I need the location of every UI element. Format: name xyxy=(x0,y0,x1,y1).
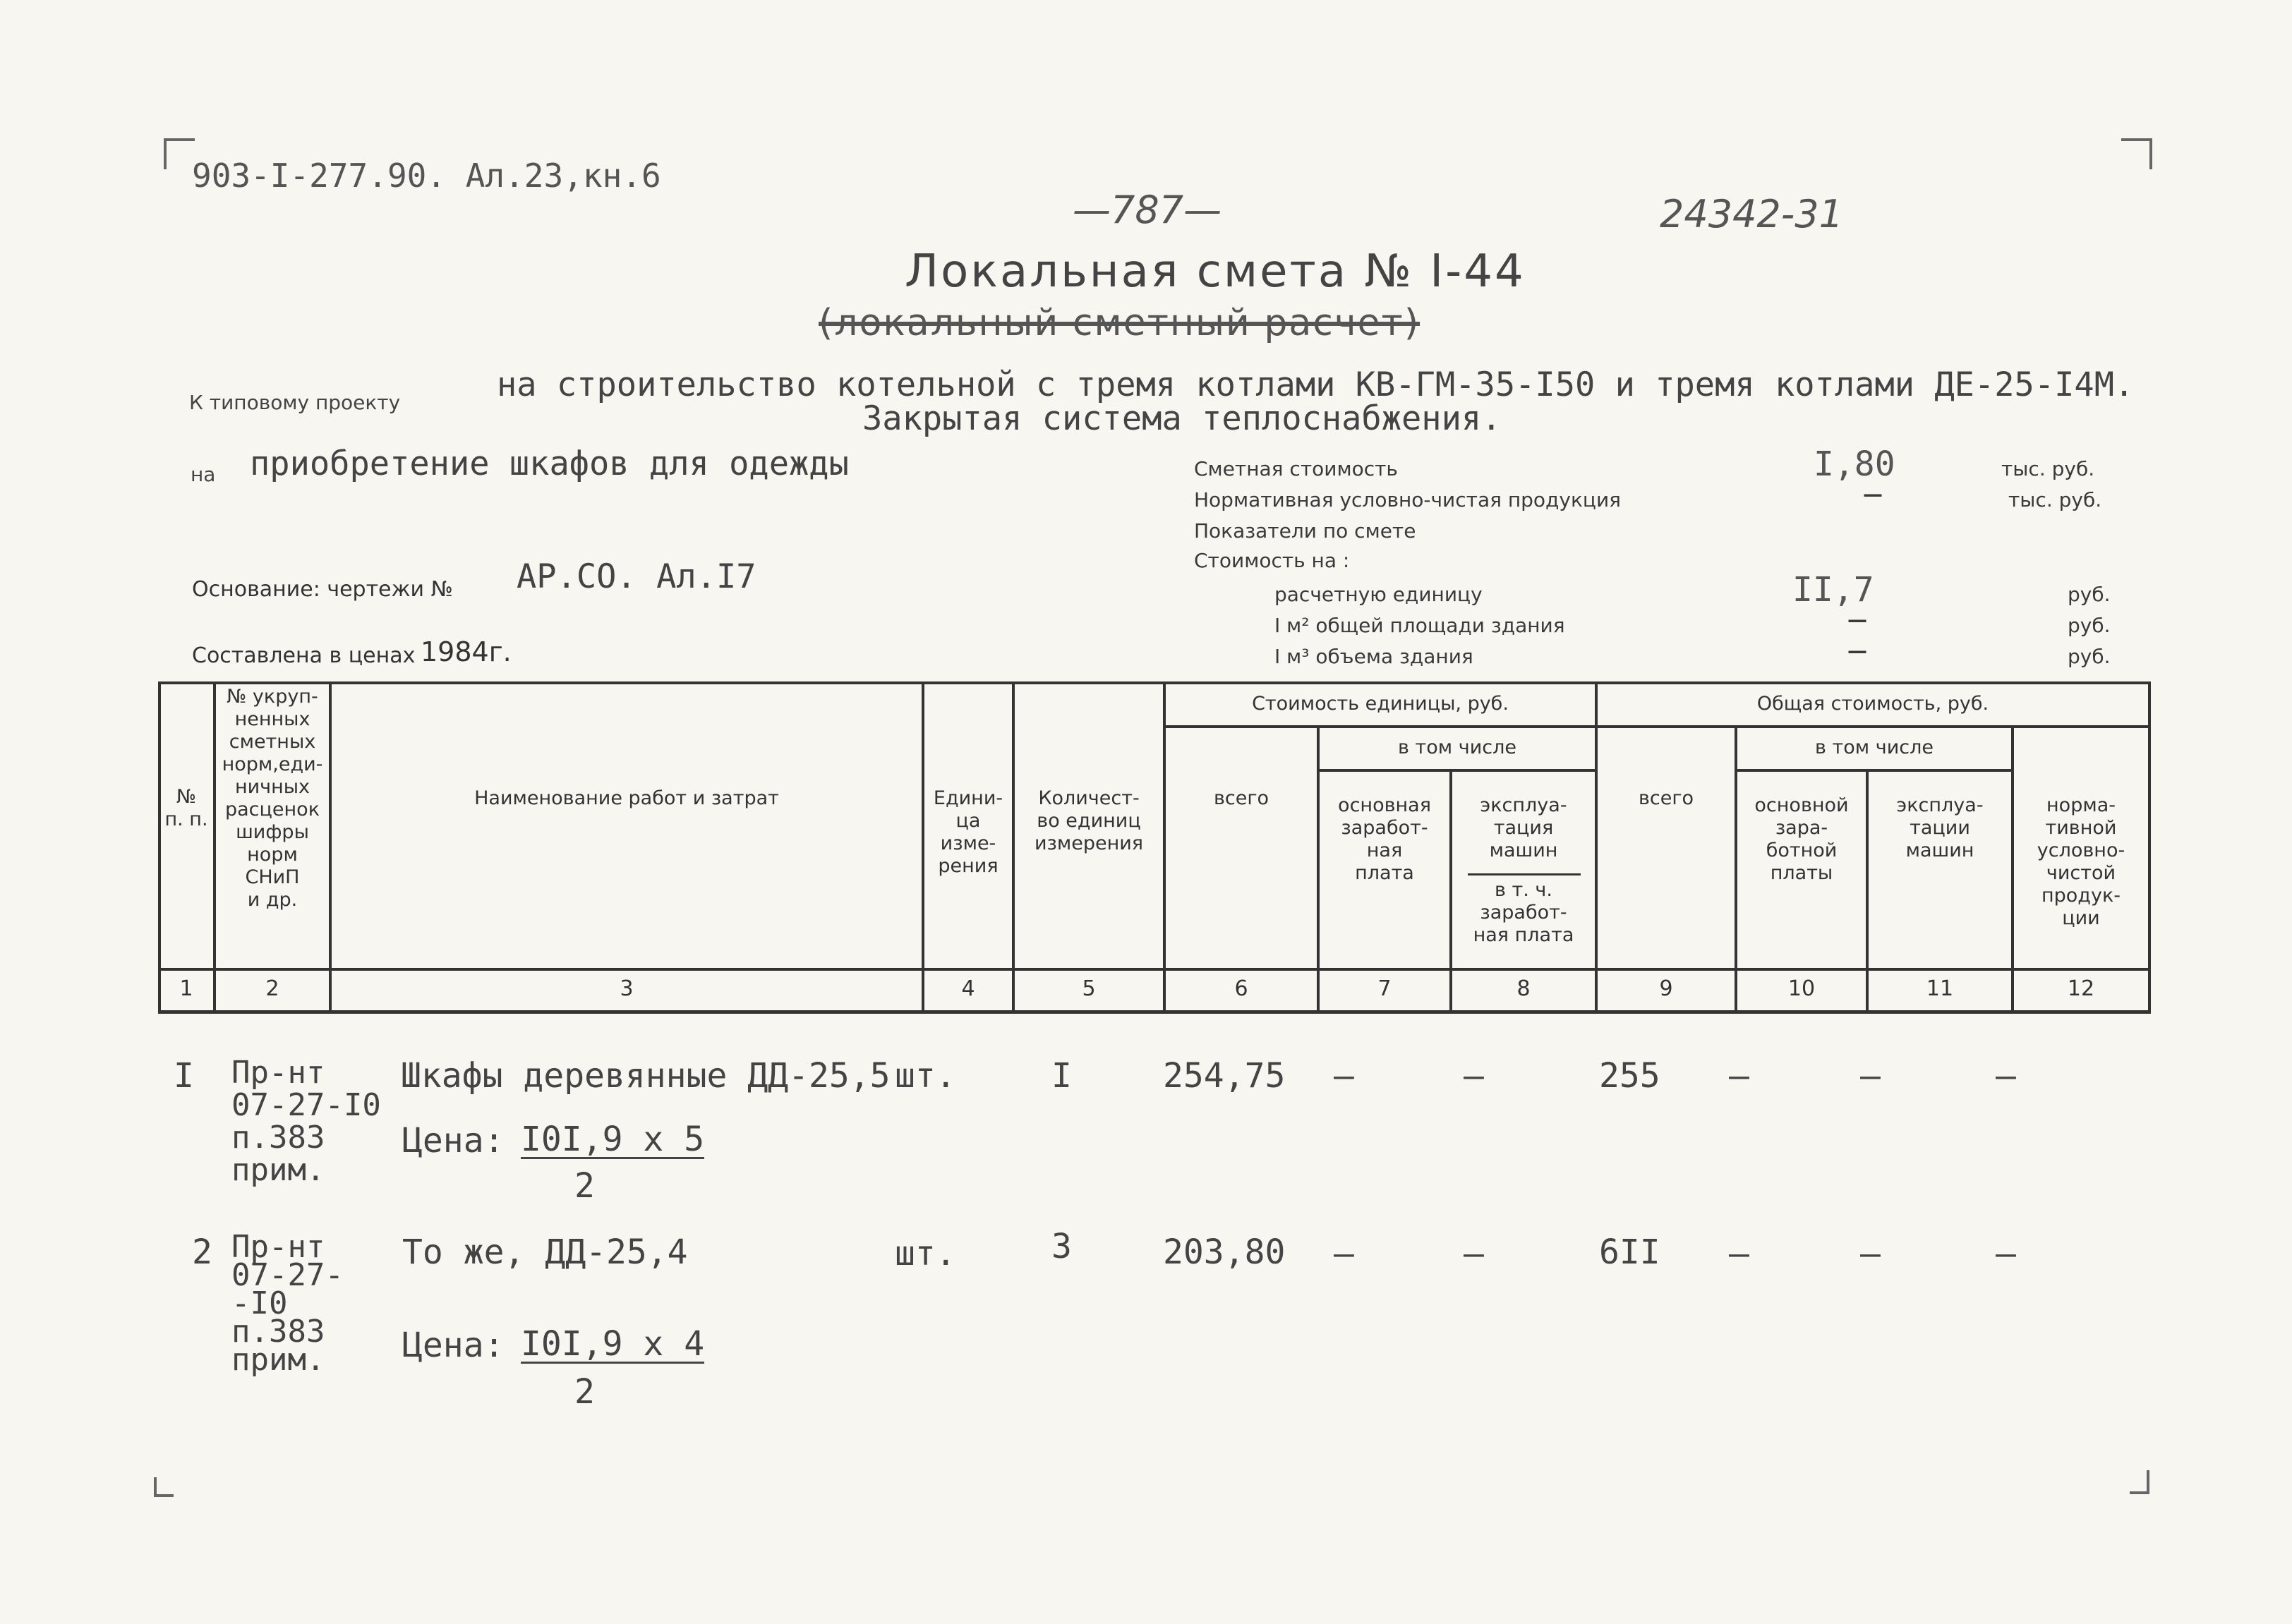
row-price-divisor: 2 xyxy=(574,1372,595,1412)
row-norm-code: Пр-нт 07-27-I0 п.383 прим. xyxy=(231,1055,381,1188)
row-number: I xyxy=(174,1056,194,1096)
incl-divider-total xyxy=(1735,769,2011,772)
row-price-divisor: 2 xyxy=(574,1166,595,1206)
col-border-12 xyxy=(2148,681,2151,1013)
subject-text: приобретение шкафов для одежды xyxy=(250,444,849,483)
header-unit-cost-group: Стоимость единицы, руб. xyxy=(1252,693,1509,715)
row-work-name: Шкафы деревянные ДД-25,5 xyxy=(401,1056,891,1096)
per-unit-value: II,7 xyxy=(1792,570,1874,610)
row-unit-wage: — xyxy=(1334,1234,1354,1273)
column-number: 6 xyxy=(1234,976,1248,1001)
header-unit: Едини- ца изме- рения xyxy=(933,787,1003,877)
prices-year: 1984г. xyxy=(421,636,512,667)
column-number: 4 xyxy=(961,976,975,1001)
row-price-formula: I0I,9 x 4 xyxy=(521,1324,705,1364)
header-unit-machine: эксплуа- тация машин xyxy=(1480,794,1567,861)
row-unit: шт. xyxy=(895,1056,956,1096)
prices-label: Составлена в ценах xyxy=(192,643,416,668)
col-border-0 xyxy=(158,681,161,1013)
row-price-label: Цена: xyxy=(402,1326,505,1365)
per-area-value: — xyxy=(1847,608,1867,631)
inventory-number: 24342-31 xyxy=(1660,192,1843,236)
header-num: № п. п. xyxy=(164,786,208,830)
row-unit-wage: — xyxy=(1334,1056,1354,1096)
row-total-machine: — xyxy=(1860,1234,1881,1273)
normative-output-value: — xyxy=(1863,483,1883,506)
header-unit-wage: основная заработ- ная плата xyxy=(1338,794,1431,884)
estimated-cost-label: Сметная стоимость xyxy=(1194,457,1398,480)
row-number: 2 xyxy=(192,1232,212,1272)
normative-output-unit: тыс. руб. xyxy=(2008,488,2102,511)
header-total: всего xyxy=(1638,787,1694,809)
header-work-name: Наименование работ и затрат xyxy=(474,787,779,809)
header-unit-incl: в том числе xyxy=(1398,737,1516,758)
header-total-machine: эксплуа- тации машин xyxy=(1896,794,1984,861)
col-border-5 xyxy=(1163,681,1166,1013)
row-work-name: То же, ДД-25,4 xyxy=(402,1232,688,1272)
basis-value: АР.СО. Ал.I7 xyxy=(517,557,756,596)
project-text-line1: на строительство котельной с тремя котлами КВ-ГМ-35-I50 и тремя котлами ДЕ-25-I4М. xyxy=(497,365,2135,404)
per-unit-unit: руб. xyxy=(2068,583,2111,606)
per-volume-label: I м³ объема здания xyxy=(1274,645,1473,668)
row-unit-total: 254,75 xyxy=(1163,1056,1286,1096)
per-volume-value: — xyxy=(1847,639,1867,662)
project-label: К типовому проекту xyxy=(189,391,401,414)
row-quantity: I xyxy=(1051,1056,1072,1096)
header-quantity: Количест- во единиц измерения xyxy=(1034,787,1144,854)
per-unit-label: расчетную единицу xyxy=(1274,583,1483,606)
per-area-unit: руб. xyxy=(2068,614,2111,637)
row-total-wage: — xyxy=(1729,1234,1749,1273)
column-number: 9 xyxy=(1659,976,1673,1001)
machine-subdivider xyxy=(1468,873,1581,875)
row-price-formula: I0I,9 x 5 xyxy=(521,1120,705,1159)
header-unit-machine-wage: в т. ч. заработ- ная плата xyxy=(1473,879,1574,946)
cost-per-label: Стоимость на : xyxy=(1194,549,1350,572)
page-title: Локальная смета № I-44 xyxy=(905,246,1526,298)
row-unit-total: 203,80 xyxy=(1163,1232,1286,1272)
column-number: 3 xyxy=(620,976,634,1001)
page-number: —787— xyxy=(1073,188,1222,232)
corner-mark-bottom-right xyxy=(2130,1470,2149,1494)
table-border-top xyxy=(158,681,2151,684)
column-number: 10 xyxy=(1787,976,1816,1001)
row-total: 6II xyxy=(1599,1232,1660,1272)
row-unit: шт. xyxy=(895,1234,956,1273)
row-price-label: Цена: xyxy=(402,1121,505,1161)
basis-label: Основание: чертежи № xyxy=(192,577,453,602)
corner-mark-top-left xyxy=(164,138,195,169)
header-total-cost-group: Общая стоимость, руб. xyxy=(1756,693,1989,715)
group-header-divider-total xyxy=(1595,725,2151,728)
column-number: 5 xyxy=(1082,976,1096,1001)
per-volume-unit: руб. xyxy=(2068,645,2111,668)
row-unit-machine: — xyxy=(1464,1056,1484,1096)
row-total-net: — xyxy=(1996,1056,2016,1096)
document-code: 903-I-277.90. Ал.23,кн.6 xyxy=(192,157,661,195)
estimated-cost-value: I,80 xyxy=(1814,444,1895,484)
column-number: 11 xyxy=(1926,976,1954,1001)
row-total: 255 xyxy=(1599,1056,1660,1096)
row-unit-machine: — xyxy=(1464,1234,1484,1273)
estimate-table-header xyxy=(158,681,2151,1014)
subject-label: на xyxy=(191,463,216,486)
normative-output-label: Нормативная условно-чистая продукция xyxy=(1194,488,1621,511)
indicators-label: Показатели по смете xyxy=(1194,519,1416,543)
column-number: 8 xyxy=(1516,976,1531,1001)
column-number: 12 xyxy=(2067,976,2095,1001)
column-number: 7 xyxy=(1377,976,1392,1001)
per-area-label: I м² общей площади здания xyxy=(1274,614,1565,637)
row-norm-code: Пр-нт 07-27- -I0 п.383 прим. xyxy=(231,1229,344,1378)
column-number: 2 xyxy=(265,976,279,1001)
row-total-wage: — xyxy=(1729,1056,1749,1096)
project-text-line2: Закрытая система теплоснабжения. xyxy=(862,399,1502,438)
header-norm-code: № укруп- ненных сметных норм,еди- ничных расценок шифры норм СНиП и др. xyxy=(222,686,323,911)
header-bottom-line xyxy=(158,968,2151,971)
corner-mark-bottom-left xyxy=(154,1477,174,1497)
header-total-incl: в том числе xyxy=(1815,737,1934,758)
header-total-wage: основной зара- ботной платы xyxy=(1754,794,1849,884)
row-quantity: 3 xyxy=(1051,1227,1072,1266)
corner-mark-top-right xyxy=(2121,138,2152,169)
struck-subtitle: (локальный сметный расчет) xyxy=(819,302,1421,344)
column-number: 1 xyxy=(179,976,193,1001)
header-net-output: норма- тивной условно- чистой продук- ции xyxy=(2037,794,2125,929)
incl-divider-unit xyxy=(1317,769,1595,772)
table-border-bottom xyxy=(158,1010,2151,1014)
col-border-8 xyxy=(1595,681,1598,1013)
header-unit-total: всего xyxy=(1213,787,1269,809)
estimated-cost-unit: тыс. руб. xyxy=(2001,457,2095,480)
group-header-divider-unit xyxy=(1163,725,1595,728)
row-total-net: — xyxy=(1996,1234,2016,1273)
row-total-machine: — xyxy=(1860,1056,1881,1096)
